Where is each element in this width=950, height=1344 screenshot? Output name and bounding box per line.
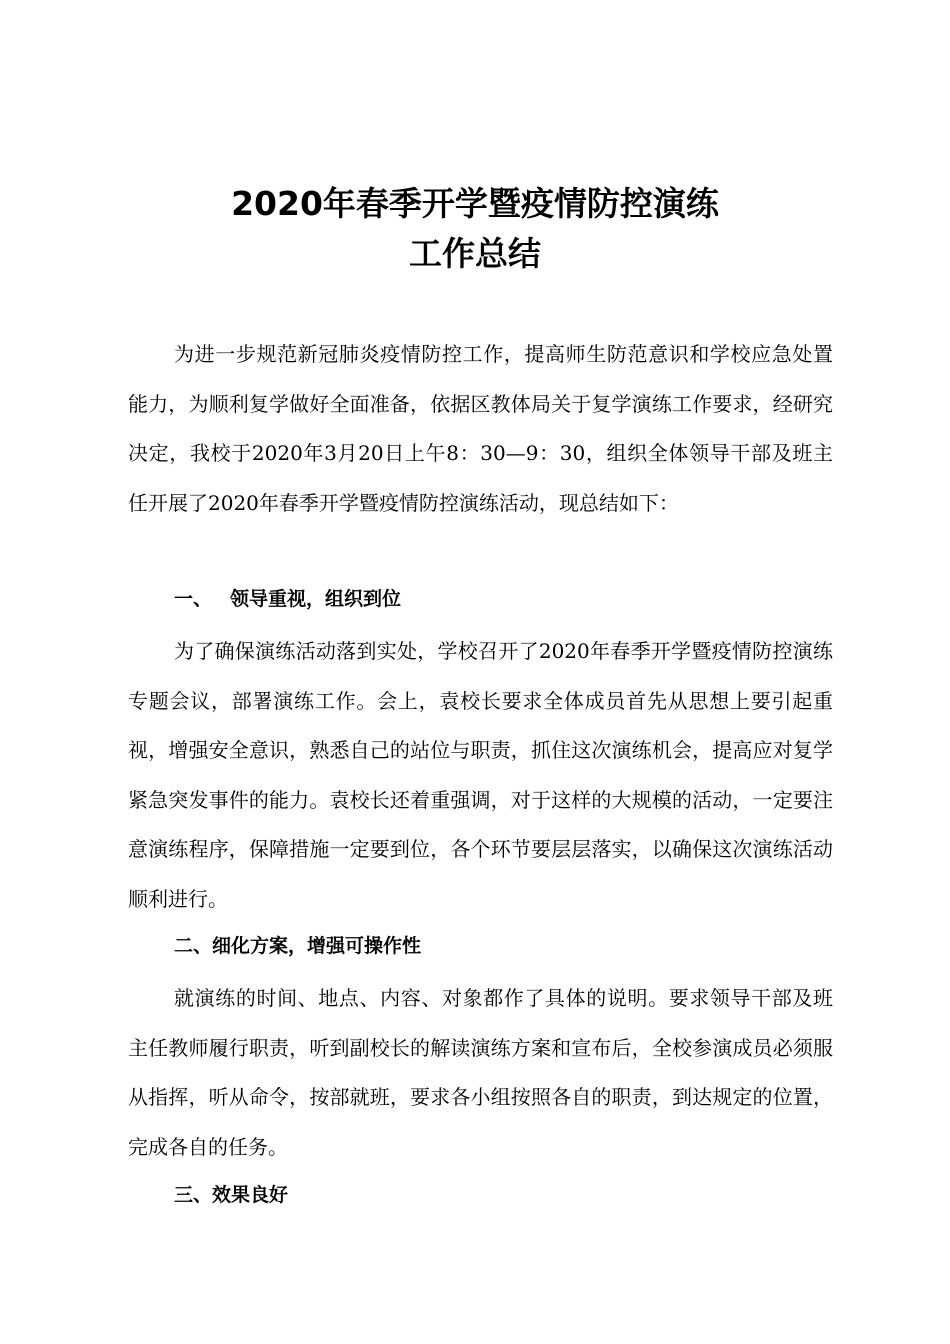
section2-heading: 二、细化方案，增强可操作性 xyxy=(174,935,422,957)
section1-heading xyxy=(174,584,401,614)
intro-paragraph: 为进一步规范新冠肺炎疫情防控工作，提高师生防范意识和学校应急处置能力，为顺利复学做好全面准备，依据区教体局关于复学演练工作要求，经研究决定，我校于2020年3月20日上午8：30—9：30，组织全体领导干部及班主任开展了2020年春季开学暨疫情防控演练活动，现总结如下： xyxy=(128,342,833,515)
section1-heading-text: 领导重视，组织到位 xyxy=(230,588,402,610)
section2-paragraph: 就演练的时间、地点、内容、对象都作了具体的说明。要求领导干部及班主任教师履行职责，听到副校长的解读演练方案和宣布后，全校参演成员必须服从指挥，听从命令，按部就班，要求各小组按照各自的职责，到达规定的位置，完成各自的任务。 xyxy=(128,986,833,1159)
section3-heading: 三、效果良好 xyxy=(174,1184,289,1206)
document-title-line2: 工作总结 xyxy=(409,234,541,273)
section1-paragraph: 为了确保演练活动落到实处，学校召开了2020年春季开学暨疫情防控演练专题会议，部署演练工作。会上，袁校长要求全体成员首先从思想上要引起重视，增强安全意识，熟悉自己的站位与职责，抓住这次演练机会，提高应对复学紧急突发事件的能力。袁校长还着重强调，对于这样的大规模的活动，一定要注意演练程序，保障措施一定要到位，各个环节要层层落实，以确保这次演练活动顺利进行。 xyxy=(128,639,833,911)
section1-number: 一、 xyxy=(174,588,213,610)
document-title-line1: 2020年春季开学暨疫情防控演练 xyxy=(231,184,719,223)
